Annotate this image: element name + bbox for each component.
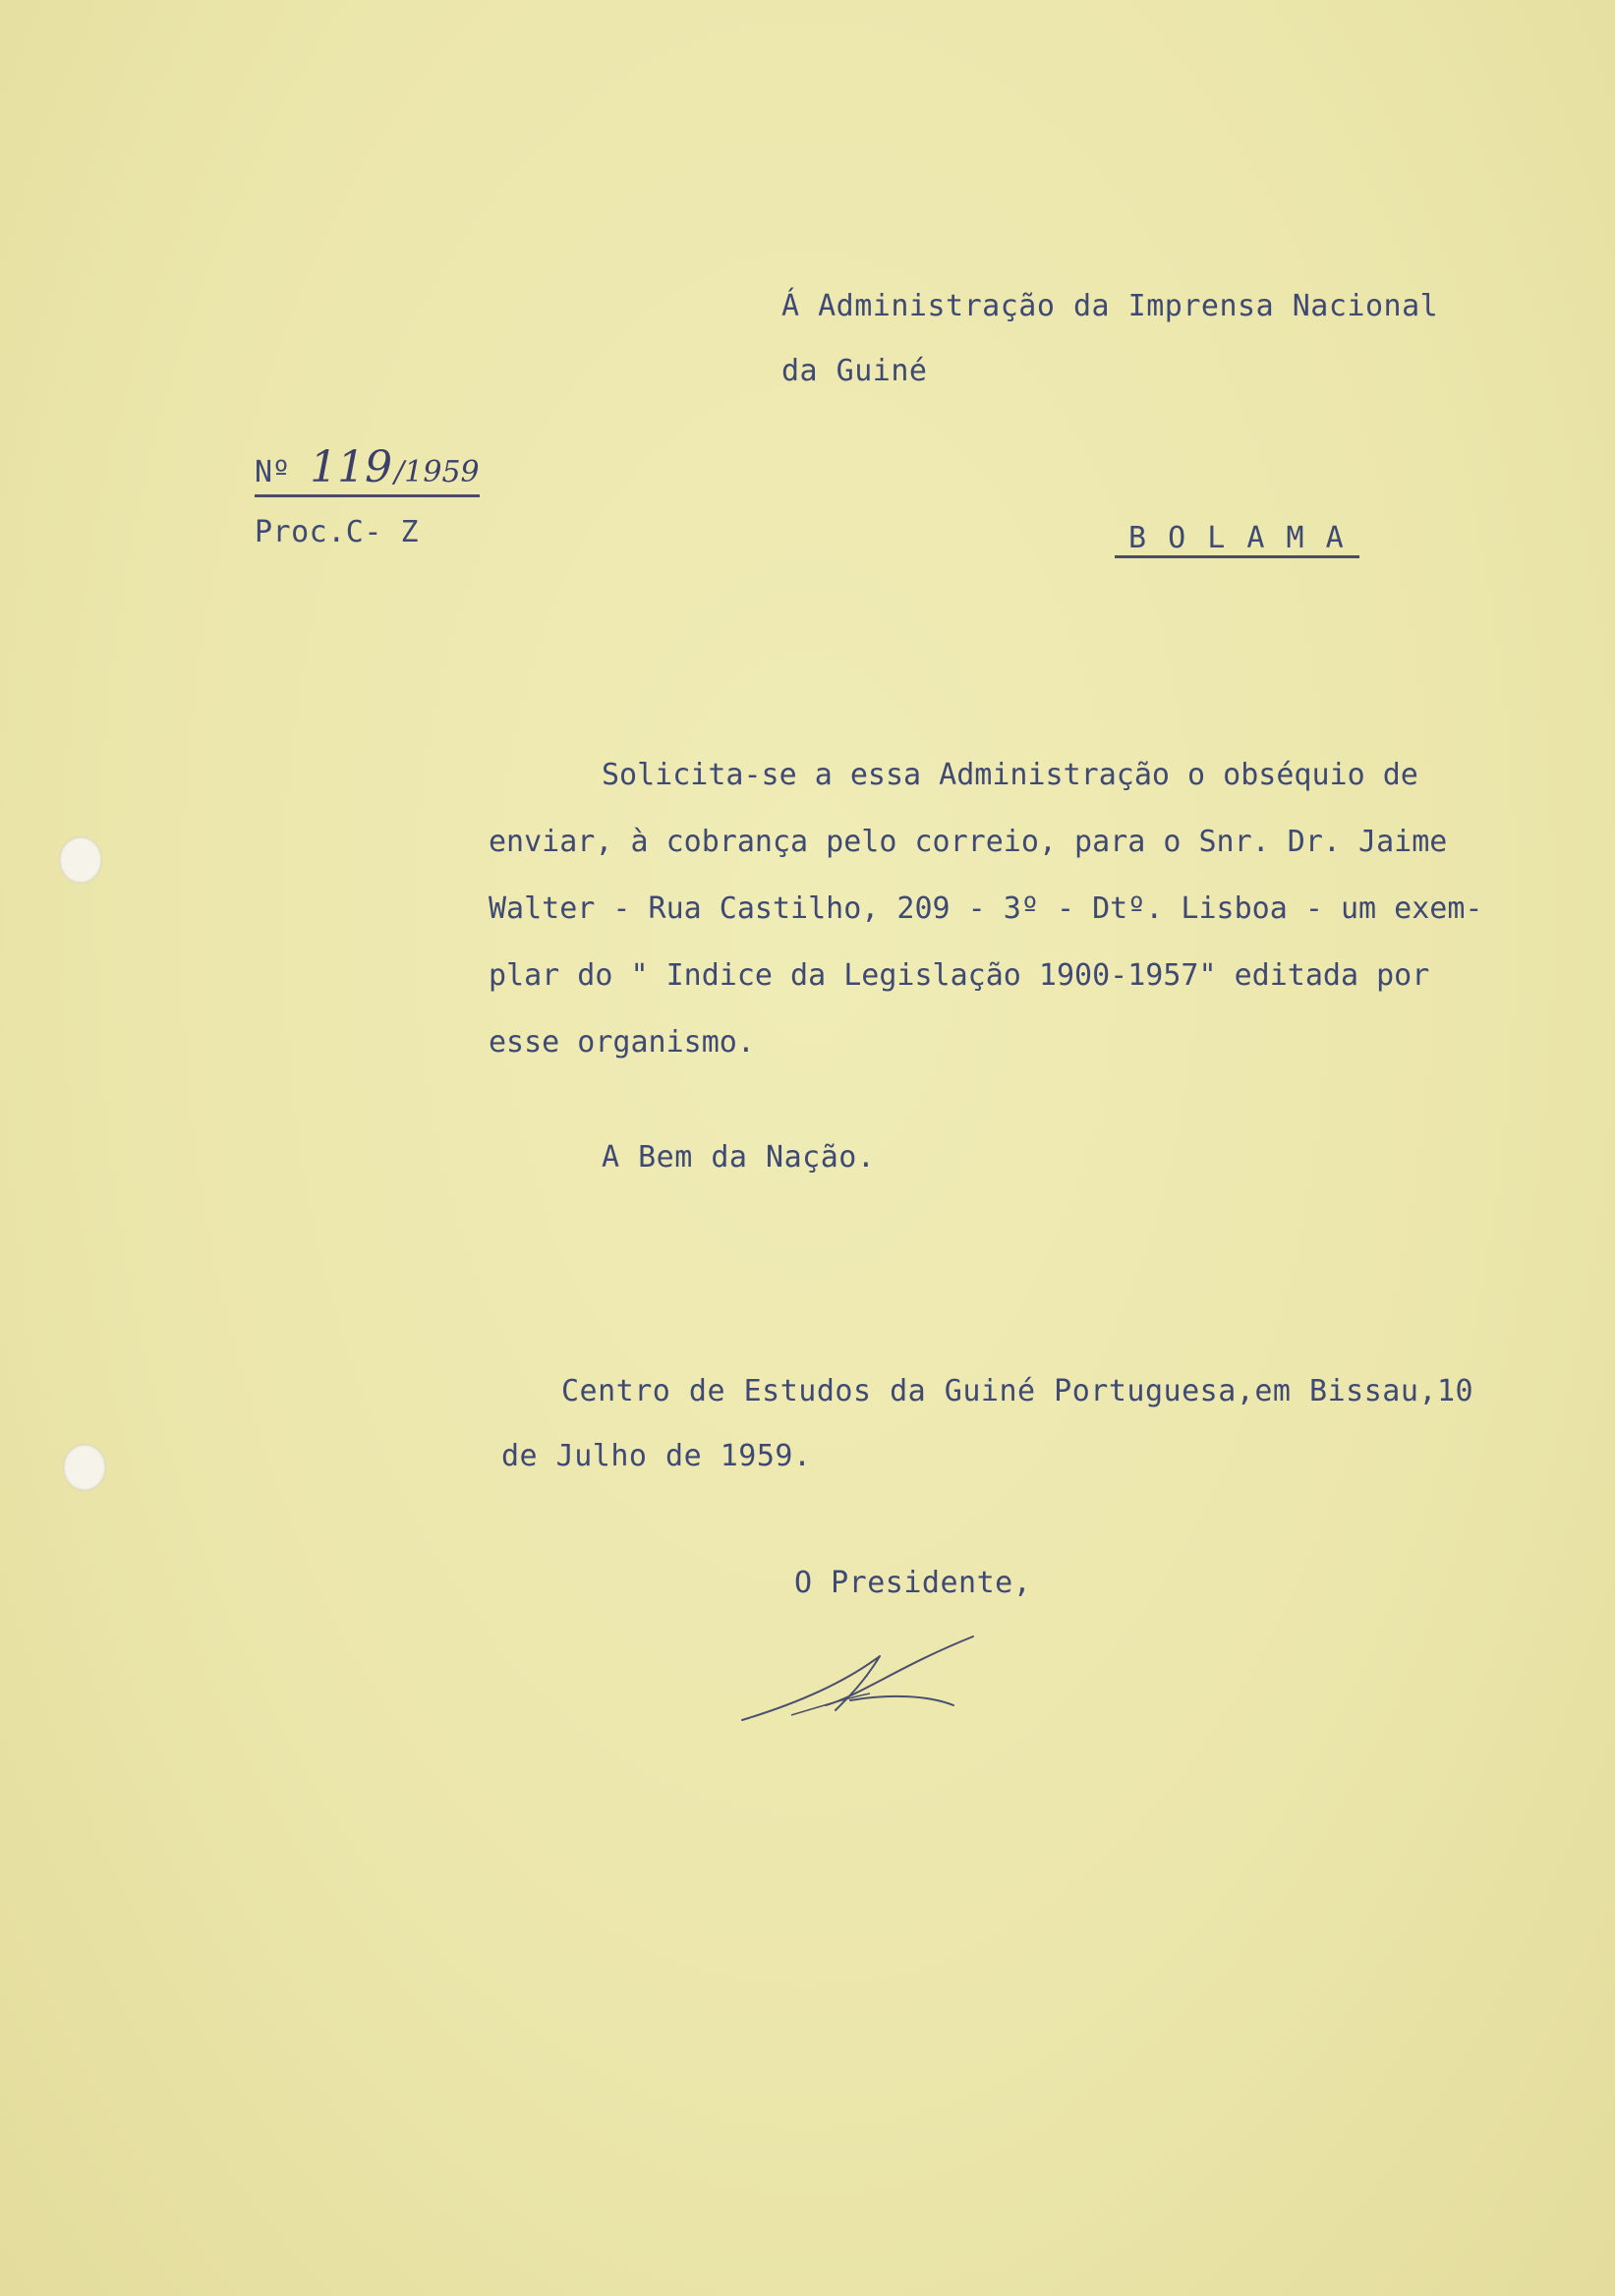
body-line-3: Walter - Rua Castilho, 209 - 3º - Dtº. Lisboa - um exem-: [489, 891, 1483, 926]
punch-hole-bottom: [63, 1444, 106, 1491]
process-code: Proc.C- Z: [255, 515, 420, 549]
reference-handwritten-number: 119: [310, 442, 393, 492]
reference-year: /1959: [394, 455, 480, 489]
body-line-4: plar do " Indice da Legislação 1900-1957" editada por: [489, 958, 1430, 993]
signoff-title: O Presidente,: [794, 1566, 1032, 1600]
recipient-city: B O L A M A: [1115, 521, 1359, 558]
body-line-1: Solicita-se a essa Administração o obséquio de: [602, 758, 1418, 792]
recipient-line-2: da Guiné: [781, 354, 928, 388]
recipient-line-1: Á Administração da Imprensa Nacional: [781, 289, 1439, 323]
closing-salutation: A Bem da Nação.: [602, 1140, 876, 1175]
body-line-5: esse organismo.: [489, 1025, 755, 1060]
place-date-line-1: Centro de Estudos da Guiné Portuguesa,em Bissau,10: [561, 1374, 1474, 1408]
body-line-2: enviar, à cobrança pelo correio, para o Snr. Dr. Jaime: [489, 825, 1448, 859]
place-date-line-2: de Julho de 1959.: [501, 1439, 812, 1473]
reference-prefix: Nº: [255, 455, 291, 489]
reference-number: [255, 442, 480, 497]
letter-body: [489, 742, 1589, 1076]
punch-hole-top: [59, 836, 102, 884]
signature-scribble: [732, 1627, 988, 1725]
